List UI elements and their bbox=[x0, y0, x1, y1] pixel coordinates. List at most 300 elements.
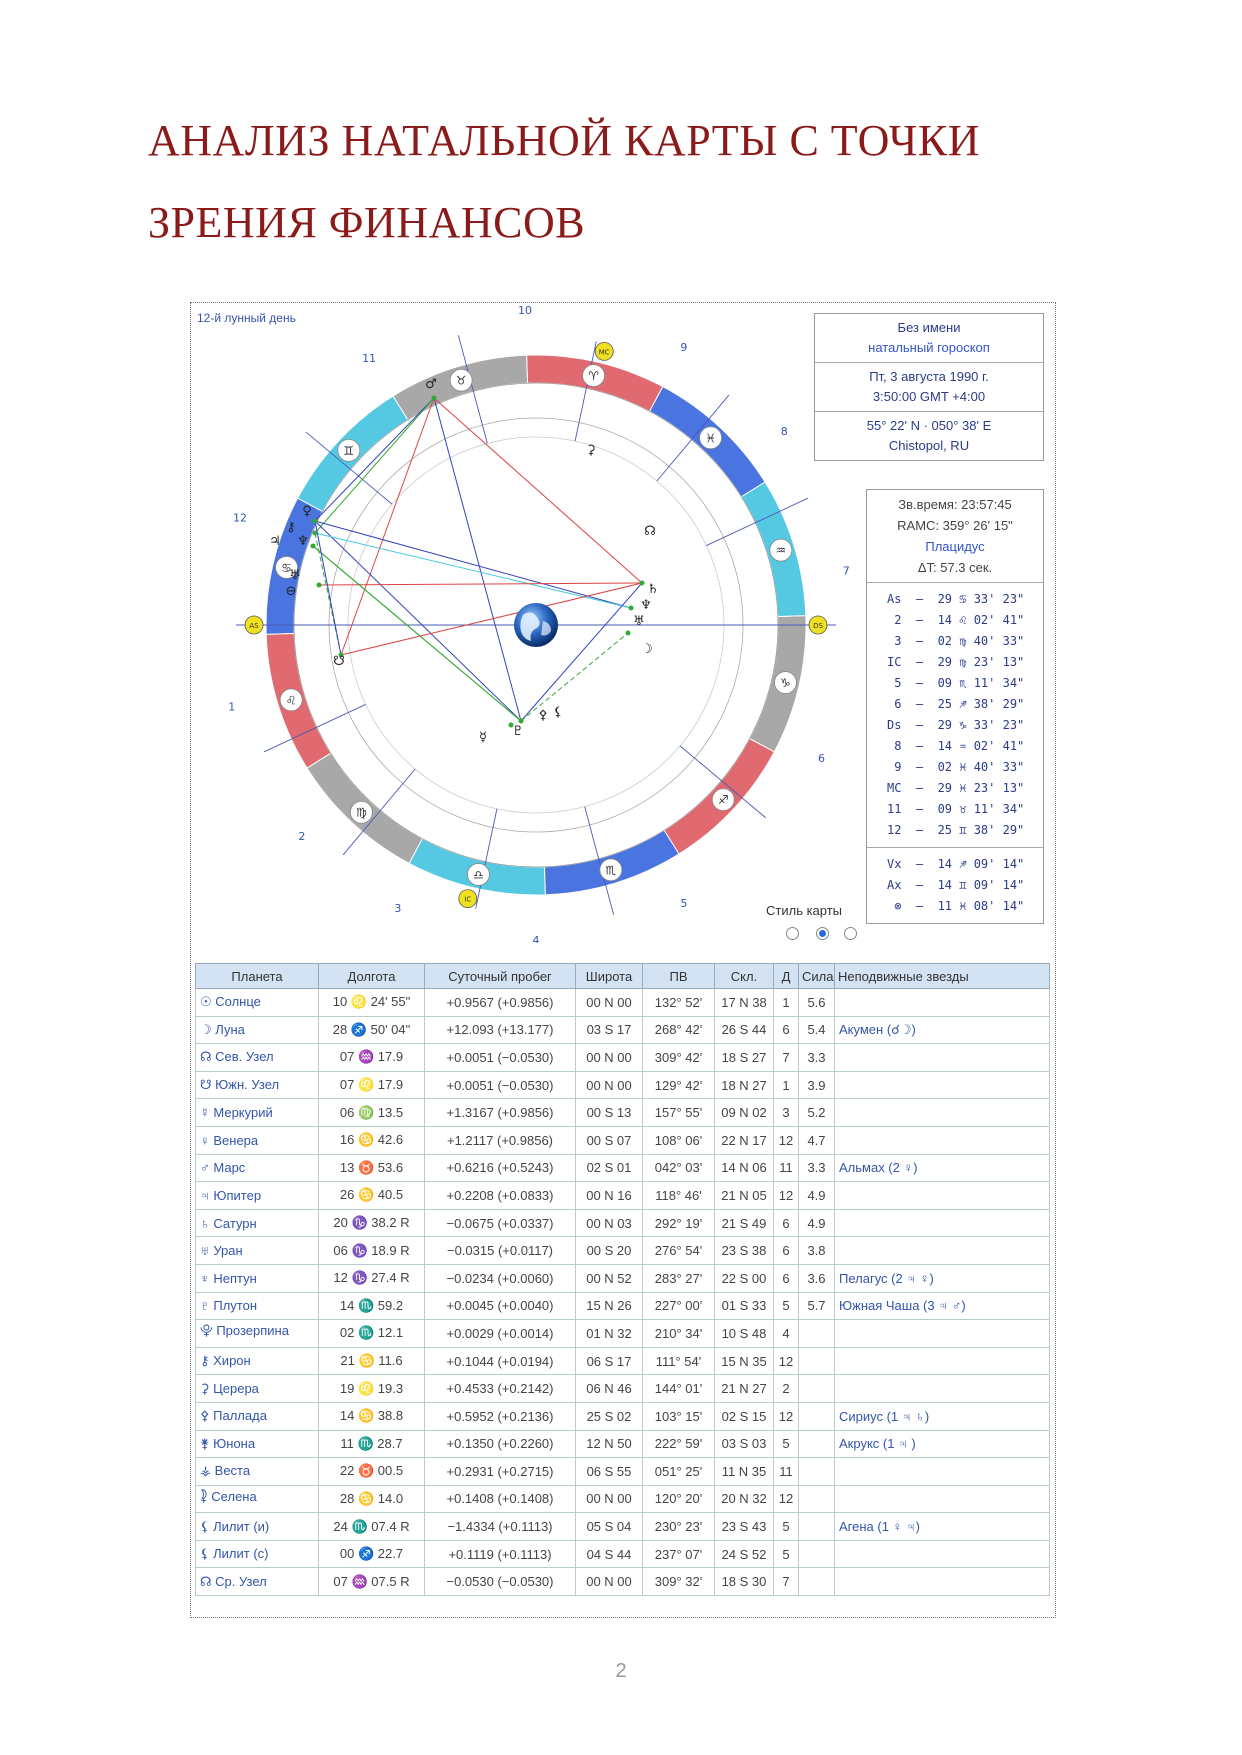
table-cell: 21 N 05 bbox=[715, 1182, 774, 1210]
table-cell: 26 S 44 bbox=[715, 1016, 774, 1044]
chart-style-label: Стиль карты bbox=[766, 903, 843, 918]
table-cell: 5.4 bbox=[799, 1016, 835, 1044]
planet-link[interactable]: ♅ Уран bbox=[196, 1237, 319, 1265]
table-cell: 5 bbox=[774, 1540, 799, 1568]
cusp-entry: 9 – 02 ♓ 40' 33" bbox=[887, 760, 1025, 774]
table-cell: 111° 54' bbox=[643, 1347, 715, 1375]
natal-wheel bbox=[191, 303, 851, 943]
table-cell: 4.7 bbox=[799, 1126, 835, 1154]
angle-label: AS bbox=[249, 622, 259, 630]
table-cell: +0.0051 (−0.0530) bbox=[425, 1071, 576, 1099]
table-cell: 06 S 17 bbox=[576, 1347, 643, 1375]
planet-link[interactable]: ♄ Сатурн bbox=[196, 1209, 319, 1237]
table-row bbox=[196, 1099, 1050, 1127]
table-cell: 268° 42' bbox=[643, 1016, 715, 1044]
table-cell: 157° 55' bbox=[643, 1099, 715, 1127]
table-cell: 02 S 01 bbox=[576, 1154, 643, 1182]
planet-link[interactable]: ⯝ Селена bbox=[196, 1485, 319, 1513]
table-cell: 11 bbox=[774, 1154, 799, 1182]
extra-points-list bbox=[867, 848, 1043, 923]
column-header: Долгота bbox=[319, 964, 425, 989]
planet-link[interactable]: ☊ Ср. Узел bbox=[196, 1568, 319, 1596]
planet-link[interactable]: ♂ Марс bbox=[196, 1154, 319, 1182]
planet-link[interactable]: ☿ Меркурий bbox=[196, 1099, 319, 1127]
table-cell: +0.0029 (+0.0014) bbox=[425, 1320, 576, 1348]
angle-label: MC bbox=[598, 348, 610, 357]
aspect-node bbox=[313, 519, 318, 524]
table-cell: 19 ♌ 19.3 bbox=[319, 1375, 425, 1403]
table-cell: +0.4533 (+0.2142) bbox=[425, 1375, 576, 1403]
table-cell: 12 bbox=[774, 1126, 799, 1154]
cusp-entry: 5 – 09 ♏ 11' 34" bbox=[887, 676, 1025, 690]
table-cell: Альмах (2 ♀) bbox=[835, 1154, 1050, 1182]
table-cell: 00 N 52 bbox=[576, 1264, 643, 1292]
table-cell: +0.1408 (+0.1408) bbox=[425, 1485, 576, 1513]
sign-glyph: ♎ bbox=[473, 867, 484, 882]
table-cell: 1 bbox=[774, 1071, 799, 1099]
house-number: 12 bbox=[232, 511, 247, 525]
column-header: Планета bbox=[196, 964, 319, 989]
table-cell: 04 S 44 bbox=[576, 1540, 643, 1568]
table-cell: 5 bbox=[774, 1513, 799, 1541]
table-cell: 07 ♒ 07.5 R bbox=[319, 1568, 425, 1596]
house-number: 4 bbox=[532, 934, 540, 943]
table-cell bbox=[835, 1126, 1050, 1154]
table-cell: 00 N 03 bbox=[576, 1209, 643, 1237]
table-row bbox=[196, 1209, 1050, 1237]
house-number: 8 bbox=[780, 425, 788, 439]
table-cell: 132° 52' bbox=[643, 989, 715, 1017]
table-row bbox=[196, 1044, 1050, 1072]
table-cell: 12 bbox=[774, 1485, 799, 1513]
table-cell: Акумен (☌☽) bbox=[835, 1016, 1050, 1044]
table-row bbox=[196, 1154, 1050, 1182]
planet-glyph: ♀ bbox=[302, 504, 312, 519]
table-cell: 06 S 55 bbox=[576, 1458, 643, 1486]
table-cell bbox=[799, 1402, 835, 1430]
table-cell bbox=[799, 1375, 835, 1403]
table-cell: 15 N 35 bbox=[715, 1347, 774, 1375]
cusp-entry: Ax – 14 ♊ 09' 14" bbox=[887, 878, 1025, 892]
table-cell: 05 S 04 bbox=[576, 1513, 643, 1541]
table-cell: 18 N 27 bbox=[715, 1071, 774, 1099]
table-cell: 10 S 48 bbox=[715, 1320, 774, 1348]
cusp-entry: IC – 29 ♍ 23' 13" bbox=[887, 655, 1025, 669]
table-cell bbox=[835, 1540, 1050, 1568]
planet-glyph: ⚷ bbox=[286, 520, 296, 535]
table-cell: 144° 01' bbox=[643, 1375, 715, 1403]
table-cell: Агена (1 ♀ ♃) bbox=[835, 1513, 1050, 1541]
table-cell: 237° 07' bbox=[643, 1540, 715, 1568]
table-cell: 230° 23' bbox=[643, 1513, 715, 1541]
table-cell: 00 ♐ 22.7 bbox=[319, 1540, 425, 1568]
table-cell: 28 ♋ 14.0 bbox=[319, 1485, 425, 1513]
table-cell: 5.6 bbox=[799, 989, 835, 1017]
table-cell: +1.3167 (+0.9856) bbox=[425, 1099, 576, 1127]
column-header: Сила bbox=[799, 964, 835, 989]
planet-glyph: ♆ bbox=[297, 534, 309, 549]
table-cell: 276° 54' bbox=[643, 1237, 715, 1265]
chart-style-radio-1[interactable] bbox=[786, 927, 799, 940]
table-cell bbox=[799, 1485, 835, 1513]
table-cell: 103° 15' bbox=[643, 1402, 715, 1430]
table-row bbox=[196, 1540, 1050, 1568]
house-number: 6 bbox=[817, 752, 825, 766]
table-cell: 4.9 bbox=[799, 1182, 835, 1210]
cusp-entry: ⊗ – 11 ♓ 08' 14" bbox=[887, 899, 1025, 913]
table-cell: 3 bbox=[774, 1099, 799, 1127]
house-number: 1 bbox=[228, 700, 236, 714]
star-time: Зв.время: 23:57:45 bbox=[898, 497, 1012, 512]
table-cell bbox=[799, 1540, 835, 1568]
table-cell: 20 N 32 bbox=[715, 1485, 774, 1513]
table-cell: 3.3 bbox=[799, 1044, 835, 1072]
table-cell bbox=[799, 1513, 835, 1541]
table-cell bbox=[799, 1458, 835, 1486]
table-cell: 14 ♏ 59.2 bbox=[319, 1292, 425, 1320]
table-cell bbox=[799, 1347, 835, 1375]
table-cell: 28 ♐ 50' 04" bbox=[319, 1016, 425, 1044]
cusp-entry: 12 – 25 ♊ 38' 29" bbox=[887, 823, 1025, 837]
table-cell: 1 bbox=[774, 989, 799, 1017]
table-cell: 7 bbox=[774, 1044, 799, 1072]
cusp-entry: Ds – 29 ♑ 33' 23" bbox=[887, 718, 1025, 732]
table-cell: 6 bbox=[774, 1209, 799, 1237]
planet-link[interactable]: ⚳ Церера bbox=[196, 1375, 319, 1403]
chart-coords: 55° 22' N · 050° 38' E bbox=[866, 418, 992, 433]
chart-info-box bbox=[814, 313, 1044, 461]
table-cell: 00 N 00 bbox=[576, 1044, 643, 1072]
table-cell: 06 N 46 bbox=[576, 1375, 643, 1403]
house-system-link[interactable]: Плацидус bbox=[925, 539, 985, 554]
table-cell: 24 ♏ 07.4 R bbox=[319, 1513, 425, 1541]
planet-link[interactable]: ♀ Венера bbox=[196, 1126, 319, 1154]
sidereal-info-box bbox=[866, 489, 1044, 924]
table-cell: 00 N 16 bbox=[576, 1182, 643, 1210]
cusp-entry: 8 – 14 ♒ 02' 41" bbox=[887, 739, 1025, 753]
table-cell bbox=[835, 1568, 1050, 1596]
planet-link[interactable]: ♃ Юпитер bbox=[196, 1182, 319, 1210]
table-cell: 20 ♑ 38.2 R bbox=[319, 1209, 425, 1237]
table-cell: 01 N 32 bbox=[576, 1320, 643, 1348]
house-number: 5 bbox=[680, 897, 688, 911]
table-cell bbox=[835, 989, 1050, 1017]
column-header: Скл. bbox=[715, 964, 774, 989]
table-cell: 23 S 38 bbox=[715, 1237, 774, 1265]
sign-glyph: ♊ bbox=[343, 443, 355, 458]
table-cell: 10 ♌ 24' 55" bbox=[319, 989, 425, 1017]
table-header-row bbox=[196, 964, 1050, 989]
table-cell: −0.0530 (−0.0530) bbox=[425, 1568, 576, 1596]
table-cell: 3.6 bbox=[799, 1264, 835, 1292]
planet-glyph: ⊖ bbox=[285, 584, 297, 599]
aspect-node bbox=[626, 631, 631, 636]
natal-chart-panel bbox=[190, 302, 1056, 1618]
table-row bbox=[196, 1485, 1050, 1513]
column-header: Неподвижные звезды bbox=[835, 964, 1050, 989]
chart-type-link[interactable]: натальный гороскоп bbox=[868, 340, 990, 355]
table-cell: 5.2 bbox=[799, 1099, 835, 1127]
table-cell: 283° 27' bbox=[643, 1264, 715, 1292]
sign-glyph: ♑ bbox=[780, 676, 791, 691]
planet-link[interactable]: ⚸ Лилит (с) bbox=[196, 1540, 319, 1568]
column-header: Д bbox=[774, 964, 799, 989]
table-cell: +0.2208 (+0.0833) bbox=[425, 1182, 576, 1210]
chart-place: Chistopol, RU bbox=[888, 438, 970, 453]
table-row bbox=[196, 1375, 1050, 1403]
table-cell: 18 S 30 bbox=[715, 1568, 774, 1596]
planet-glyph: ⚴ bbox=[538, 708, 548, 723]
table-cell: 25 S 02 bbox=[576, 1402, 643, 1430]
chart-date: Пт, 3 августа 1990 г. bbox=[869, 369, 989, 384]
planet-glyph: ⚸ bbox=[553, 705, 563, 720]
table-cell: 03 S 17 bbox=[576, 1016, 643, 1044]
angle-label: DS bbox=[813, 622, 823, 630]
table-row bbox=[196, 1402, 1050, 1430]
table-cell bbox=[799, 1320, 835, 1348]
table-cell: 22 S 00 bbox=[715, 1264, 774, 1292]
table-cell: 11 ♏ 28.7 bbox=[319, 1430, 425, 1458]
aspect-node bbox=[313, 531, 318, 536]
table-cell: 7 bbox=[774, 1568, 799, 1596]
house-number: 9 bbox=[680, 340, 688, 354]
table-cell: 2 bbox=[774, 1375, 799, 1403]
table-cell bbox=[835, 1044, 1050, 1072]
table-cell bbox=[835, 1347, 1050, 1375]
house-number: 7 bbox=[842, 564, 850, 578]
table-cell bbox=[835, 1071, 1050, 1099]
table-cell: +0.6216 (+0.5243) bbox=[425, 1154, 576, 1182]
table-cell: 00 S 07 bbox=[576, 1126, 643, 1154]
table-cell: 108° 06' bbox=[643, 1126, 715, 1154]
chart-style-radio-2[interactable] bbox=[816, 927, 829, 940]
planet-glyph: ☽ bbox=[641, 642, 653, 657]
table-cell: 06 ♑ 18.9 R bbox=[319, 1237, 425, 1265]
table-cell: 22 ♉ 00.5 bbox=[319, 1458, 425, 1486]
table-cell: 5.7 bbox=[799, 1292, 835, 1320]
angle-label: IC bbox=[464, 895, 472, 904]
sign-glyph: ♏ bbox=[605, 863, 617, 878]
table-cell: Пелагус (2 ♃ ♀) bbox=[835, 1264, 1050, 1292]
planet-link[interactable]: ⚴ Паллада bbox=[196, 1402, 319, 1430]
table-cell: −1.4334 (+0.1113) bbox=[425, 1513, 576, 1541]
sign-glyph: ♒ bbox=[775, 543, 787, 558]
table-cell: 06 ♍ 13.5 bbox=[319, 1099, 425, 1127]
table-cell: +0.1044 (+0.0194) bbox=[425, 1347, 576, 1375]
globe-icon bbox=[514, 603, 558, 647]
table-row bbox=[196, 1016, 1050, 1044]
planet-glyph: ☿ bbox=[479, 730, 487, 745]
planet-glyph: ♄ bbox=[647, 582, 659, 597]
table-cell: 22 N 17 bbox=[715, 1126, 774, 1154]
table-cell bbox=[835, 1485, 1050, 1513]
planet-link[interactable]: ⚶ Веста bbox=[196, 1458, 319, 1486]
column-header: Суточный пробег bbox=[425, 964, 576, 989]
table-cell: 12 bbox=[774, 1182, 799, 1210]
table-cell: 5 bbox=[774, 1292, 799, 1320]
table-cell bbox=[799, 1568, 835, 1596]
table-row bbox=[196, 1320, 1050, 1348]
chart-style-radio-3[interactable] bbox=[844, 927, 857, 940]
house-number: 3 bbox=[394, 902, 402, 916]
table-cell: +0.1119 (+0.1113) bbox=[425, 1540, 576, 1568]
table-cell: 14 N 06 bbox=[715, 1154, 774, 1182]
table-row bbox=[196, 1458, 1050, 1486]
aspect-node bbox=[311, 544, 316, 549]
planet-glyph: ♇ bbox=[512, 724, 524, 739]
cusp-entry: Vx – 14 ♐ 09' 14" bbox=[887, 857, 1025, 871]
table-row bbox=[196, 1430, 1050, 1458]
table-cell bbox=[835, 1099, 1050, 1127]
table-cell: 00 N 00 bbox=[576, 1568, 643, 1596]
planet-link[interactable]: ⚵ Юнона bbox=[196, 1430, 319, 1458]
table-cell: 309° 42' bbox=[643, 1044, 715, 1072]
table-cell: −0.0675 (+0.0337) bbox=[425, 1209, 576, 1237]
table-cell: +1.2117 (+0.9856) bbox=[425, 1126, 576, 1154]
table-cell: +0.0051 (−0.0530) bbox=[425, 1044, 576, 1072]
table-cell: +12.093 (+13.177) bbox=[425, 1016, 576, 1044]
table-cell: 16 ♋ 42.6 bbox=[319, 1126, 425, 1154]
table-cell: +0.9567 (+0.9856) bbox=[425, 989, 576, 1017]
table-cell: 12 bbox=[774, 1347, 799, 1375]
table-row bbox=[196, 1568, 1050, 1596]
planet-link[interactable]: ⚷ Хирон bbox=[196, 1347, 319, 1375]
table-cell: 24 S 52 bbox=[715, 1540, 774, 1568]
table-cell: 00 N 00 bbox=[576, 989, 643, 1017]
lunar-day-label: 12-й лунный день bbox=[197, 311, 296, 325]
table-cell: +0.0045 (+0.0040) bbox=[425, 1292, 576, 1320]
planet-link[interactable]: ⯓ Прозерпина bbox=[196, 1320, 319, 1348]
table-cell bbox=[835, 1375, 1050, 1403]
table-cell: 00 S 20 bbox=[576, 1237, 643, 1265]
table-cell: 292° 19' bbox=[643, 1209, 715, 1237]
planet-link[interactable]: ☊ Сев. Узел bbox=[196, 1044, 319, 1072]
table-cell: 4.9 bbox=[799, 1209, 835, 1237]
table-cell: 5 bbox=[774, 1430, 799, 1458]
table-cell: 222° 59' bbox=[643, 1430, 715, 1458]
table-cell: −0.0234 (+0.0060) bbox=[425, 1264, 576, 1292]
aspect-node bbox=[629, 606, 634, 611]
table-cell: 309° 32' bbox=[643, 1568, 715, 1596]
cusp-entry: As – 29 ♋ 33' 23" bbox=[887, 592, 1025, 606]
chart-name: Без имени bbox=[897, 320, 961, 335]
table-cell: 11 N 35 bbox=[715, 1458, 774, 1486]
table-cell: 00 N 00 bbox=[576, 1485, 643, 1513]
sign-glyph: ♋ bbox=[281, 560, 292, 575]
planet-glyph: ♃ bbox=[269, 534, 281, 549]
table-cell: 00 S 13 bbox=[576, 1099, 643, 1127]
table-cell: 129° 42' bbox=[643, 1071, 715, 1099]
house-cusps-list bbox=[867, 583, 1043, 848]
table-cell: 12 ♑ 27.4 R bbox=[319, 1264, 425, 1292]
table-cell: 6 bbox=[774, 1016, 799, 1044]
sign-glyph: ♓ bbox=[705, 431, 716, 446]
table-cell: 23 S 43 bbox=[715, 1513, 774, 1541]
house-number: 11 bbox=[362, 351, 377, 365]
table-cell: +0.5952 (+0.2136) bbox=[425, 1402, 576, 1430]
table-cell: 26 ♋ 40.5 bbox=[319, 1182, 425, 1210]
cusp-entry: MC – 29 ♓ 23' 13" bbox=[887, 781, 1025, 795]
aspect-node bbox=[432, 396, 437, 401]
sign-glyph: ♐ bbox=[717, 793, 729, 808]
table-row bbox=[196, 1071, 1050, 1099]
planet-glyph: ♆ bbox=[640, 598, 652, 613]
planet-table bbox=[195, 963, 1050, 1596]
planet-link[interactable]: ☉ Солнце bbox=[196, 989, 319, 1017]
table-cell: 21 S 49 bbox=[715, 1209, 774, 1237]
table-cell: 051° 25' bbox=[643, 1458, 715, 1486]
table-cell: 042° 03' bbox=[643, 1154, 715, 1182]
cusp-entry: 6 – 25 ♐ 38' 29" bbox=[887, 697, 1025, 711]
table-cell: 11 bbox=[774, 1458, 799, 1486]
sign-glyph: ♈ bbox=[588, 369, 599, 384]
table-row bbox=[196, 989, 1050, 1017]
table-cell: 13 ♉ 53.6 bbox=[319, 1154, 425, 1182]
ramc: RAMC: 359° 26' 15" bbox=[897, 518, 1013, 533]
table-cell: 3.9 bbox=[799, 1071, 835, 1099]
sign-glyph: ♉ bbox=[455, 373, 467, 388]
table-cell: 15 N 26 bbox=[576, 1292, 643, 1320]
table-cell: 118° 46' bbox=[643, 1182, 715, 1210]
sign-glyph: ♍ bbox=[356, 805, 367, 820]
table-cell: Сириус (1 ♃ ♄) bbox=[835, 1402, 1050, 1430]
table-cell: 03 S 03 bbox=[715, 1430, 774, 1458]
table-row bbox=[196, 1237, 1050, 1265]
planet-link[interactable]: ☽ Луна bbox=[196, 1016, 319, 1044]
table-row bbox=[196, 1126, 1050, 1154]
table-body bbox=[196, 989, 1050, 1596]
table-cell bbox=[835, 1458, 1050, 1486]
planet-glyph: ☊ bbox=[644, 524, 656, 539]
planet-glyph: ♅ bbox=[633, 614, 645, 629]
table-row bbox=[196, 1347, 1050, 1375]
table-cell: 21 N 27 bbox=[715, 1375, 774, 1403]
planet-link[interactable]: ⚸ Лилит (и) bbox=[196, 1513, 319, 1541]
table-cell: 00 N 00 bbox=[576, 1071, 643, 1099]
table-cell: 6 bbox=[774, 1237, 799, 1265]
table-cell: Акрукс (1 ♃ ) bbox=[835, 1430, 1050, 1458]
table-row bbox=[196, 1513, 1050, 1541]
planet-glyph: ♅ bbox=[289, 568, 301, 583]
planet-link[interactable]: ☋ Южн. Узел bbox=[196, 1071, 319, 1099]
cusp-entry: 3 – 02 ♍ 40' 33" bbox=[887, 634, 1025, 648]
aspect-node bbox=[317, 583, 322, 588]
table-cell bbox=[835, 1182, 1050, 1210]
aspect-node bbox=[519, 719, 524, 724]
table-row bbox=[196, 1182, 1050, 1210]
table-cell: 227° 00' bbox=[643, 1292, 715, 1320]
planet-link[interactable]: ♇ Плутон bbox=[196, 1292, 319, 1320]
table-cell: 14 ♋ 38.8 bbox=[319, 1402, 425, 1430]
house-number: 10 bbox=[518, 304, 533, 318]
table-cell: 3.8 bbox=[799, 1237, 835, 1265]
planet-glyph: ♂ bbox=[425, 377, 437, 392]
table-cell: 01 S 33 bbox=[715, 1292, 774, 1320]
table-cell: −0.0315 (+0.0117) bbox=[425, 1237, 576, 1265]
table-cell: 17 N 38 bbox=[715, 989, 774, 1017]
chart-time: 3:50:00 GMT +4:00 bbox=[872, 389, 986, 404]
table-row bbox=[196, 1264, 1050, 1292]
planet-glyph: ☋ bbox=[333, 654, 345, 669]
table-cell: 12 bbox=[774, 1402, 799, 1430]
table-cell: 3.3 bbox=[799, 1154, 835, 1182]
table-cell bbox=[799, 1430, 835, 1458]
table-cell: Южная Чаша (3 ♃ ♂) bbox=[835, 1292, 1050, 1320]
column-header: Широта bbox=[576, 964, 643, 989]
planet-link[interactable]: ♆ Нептун bbox=[196, 1264, 319, 1292]
table-cell: 12 N 50 bbox=[576, 1430, 643, 1458]
table-cell: 18 S 27 bbox=[715, 1044, 774, 1072]
